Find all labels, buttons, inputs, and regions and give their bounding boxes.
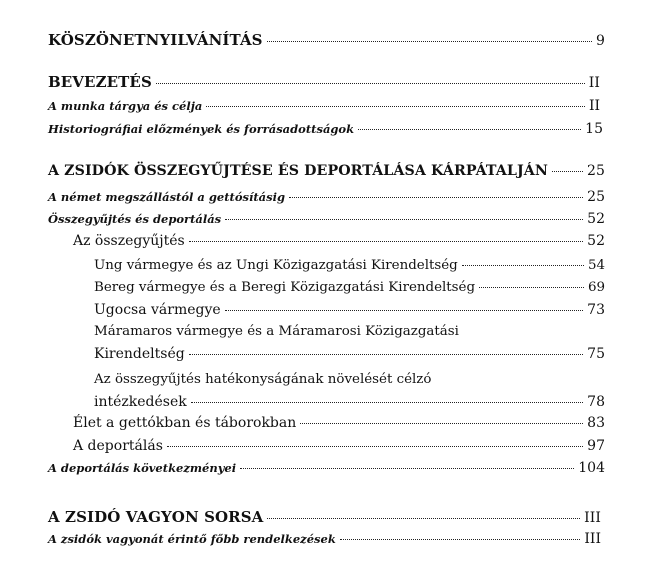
dot-leader — [156, 83, 585, 84]
toc-entry-title: Az összegyűjtés — [73, 233, 185, 249]
toc-entry-page: III — [584, 510, 601, 526]
toc-entry-page: 97 — [587, 438, 605, 454]
toc-entry-page: II — [588, 98, 600, 114]
toc-entry-page: 25 — [587, 189, 605, 205]
toc-entry-page: 52 — [587, 211, 605, 227]
dot-leader — [479, 287, 584, 288]
dot-leader — [225, 310, 583, 311]
toc-entry — [48, 73, 600, 91]
toc-entry — [48, 163, 605, 179]
toc-entry-page: 104 — [578, 460, 605, 476]
toc-entry — [94, 258, 605, 273]
toc-entry-title: A német megszállástól a gettósításig — [48, 190, 286, 204]
toc-entry-title: A deportálás következményei — [48, 461, 237, 475]
dot-leader — [240, 468, 574, 469]
toc-entry — [48, 508, 601, 526]
toc-entry-title: Bereg vármegye és a Beregi Közigazgatási Kirendeltség — [94, 280, 476, 295]
dot-leader — [189, 354, 583, 355]
toc-entry-page: 69 — [587, 280, 605, 295]
toc-entry-title: A deportálás — [73, 438, 163, 454]
toc-entry — [48, 211, 605, 227]
dot-leader — [225, 219, 583, 220]
toc-entry-line — [94, 324, 605, 339]
toc-entry-title: Historiográfiai előzmények és forrásadottságok — [48, 122, 355, 136]
toc-entry-page: 52 — [587, 233, 605, 249]
toc-entry-title: Ung vármegye és az Ungi Közigazgatási Kirendeltség — [94, 258, 458, 273]
toc-entry-title: Máramaros vármegye és a Máramarosi Közigazgatási — [94, 324, 459, 339]
toc-entry-page: 83 — [587, 415, 605, 431]
toc-entry-page: 25 — [586, 163, 605, 179]
dot-leader — [206, 106, 585, 107]
toc-entry — [48, 460, 605, 476]
toc-entry-title: Kirendeltség — [94, 346, 185, 362]
toc-entry-title: A ZSIDÓ VAGYON SORSA — [48, 508, 264, 526]
toc-entry-page: 73 — [587, 302, 605, 318]
toc-entry-title: KÖSZÖNETNYILVÁNÍTÁS — [48, 31, 263, 49]
dot-leader — [358, 129, 581, 130]
toc-entry-title: Élet a gettókban és táborokban — [73, 415, 297, 431]
toc-entry-title: Összegyűjtés és deportálás — [48, 212, 222, 226]
dot-leader — [267, 41, 592, 42]
dot-leader — [191, 402, 583, 403]
toc-entry-page: 9 — [595, 33, 605, 49]
toc-entry — [94, 302, 605, 318]
dot-leader — [267, 518, 580, 519]
toc-entry-page: 15 — [585, 121, 603, 137]
toc-entry — [73, 415, 605, 431]
toc-entry — [94, 346, 605, 362]
toc-entry — [48, 189, 605, 205]
toc-entry-title: intézkedések — [94, 394, 187, 410]
toc-entry-line — [94, 372, 605, 387]
toc-entry-page: 78 — [587, 394, 605, 410]
toc-entry — [94, 280, 605, 295]
dot-leader — [167, 446, 583, 447]
dot-leader — [462, 265, 584, 266]
dot-leader — [289, 197, 583, 198]
toc-entry-page: 75 — [587, 346, 605, 362]
toc-entry — [48, 98, 600, 114]
toc-entry — [73, 438, 605, 454]
toc-entry-page: II — [588, 75, 600, 91]
toc-entry-title: A ZSIDÓK ÖSSZEGYŰJTÉSE ÉS DEPORTÁLÁSA KÁRPÁTALJÁN — [48, 163, 548, 179]
toc-entry-title: A munka tárgya és célja — [48, 99, 203, 113]
toc-entry-title: BEVEZETÉS — [48, 73, 152, 91]
toc-entry — [73, 233, 605, 249]
toc-entry-page: III — [584, 531, 601, 547]
toc-entry — [94, 394, 605, 410]
dot-leader — [189, 241, 583, 242]
dot-leader — [340, 539, 581, 540]
toc-entry-title: Az összegyűjtés hatékonyságának növelését célzó — [94, 372, 432, 387]
toc-entry-title: Ugocsa vármegye — [94, 302, 221, 318]
toc-entry — [48, 121, 603, 137]
toc-entry — [48, 531, 601, 547]
toc-entry-title: A zsidók vagyonát érintő főbb rendelkezések — [48, 532, 336, 546]
dot-leader — [300, 423, 583, 424]
toc-entry-page: 54 — [587, 258, 605, 273]
toc-entry — [48, 31, 605, 49]
dot-leader — [552, 171, 583, 172]
